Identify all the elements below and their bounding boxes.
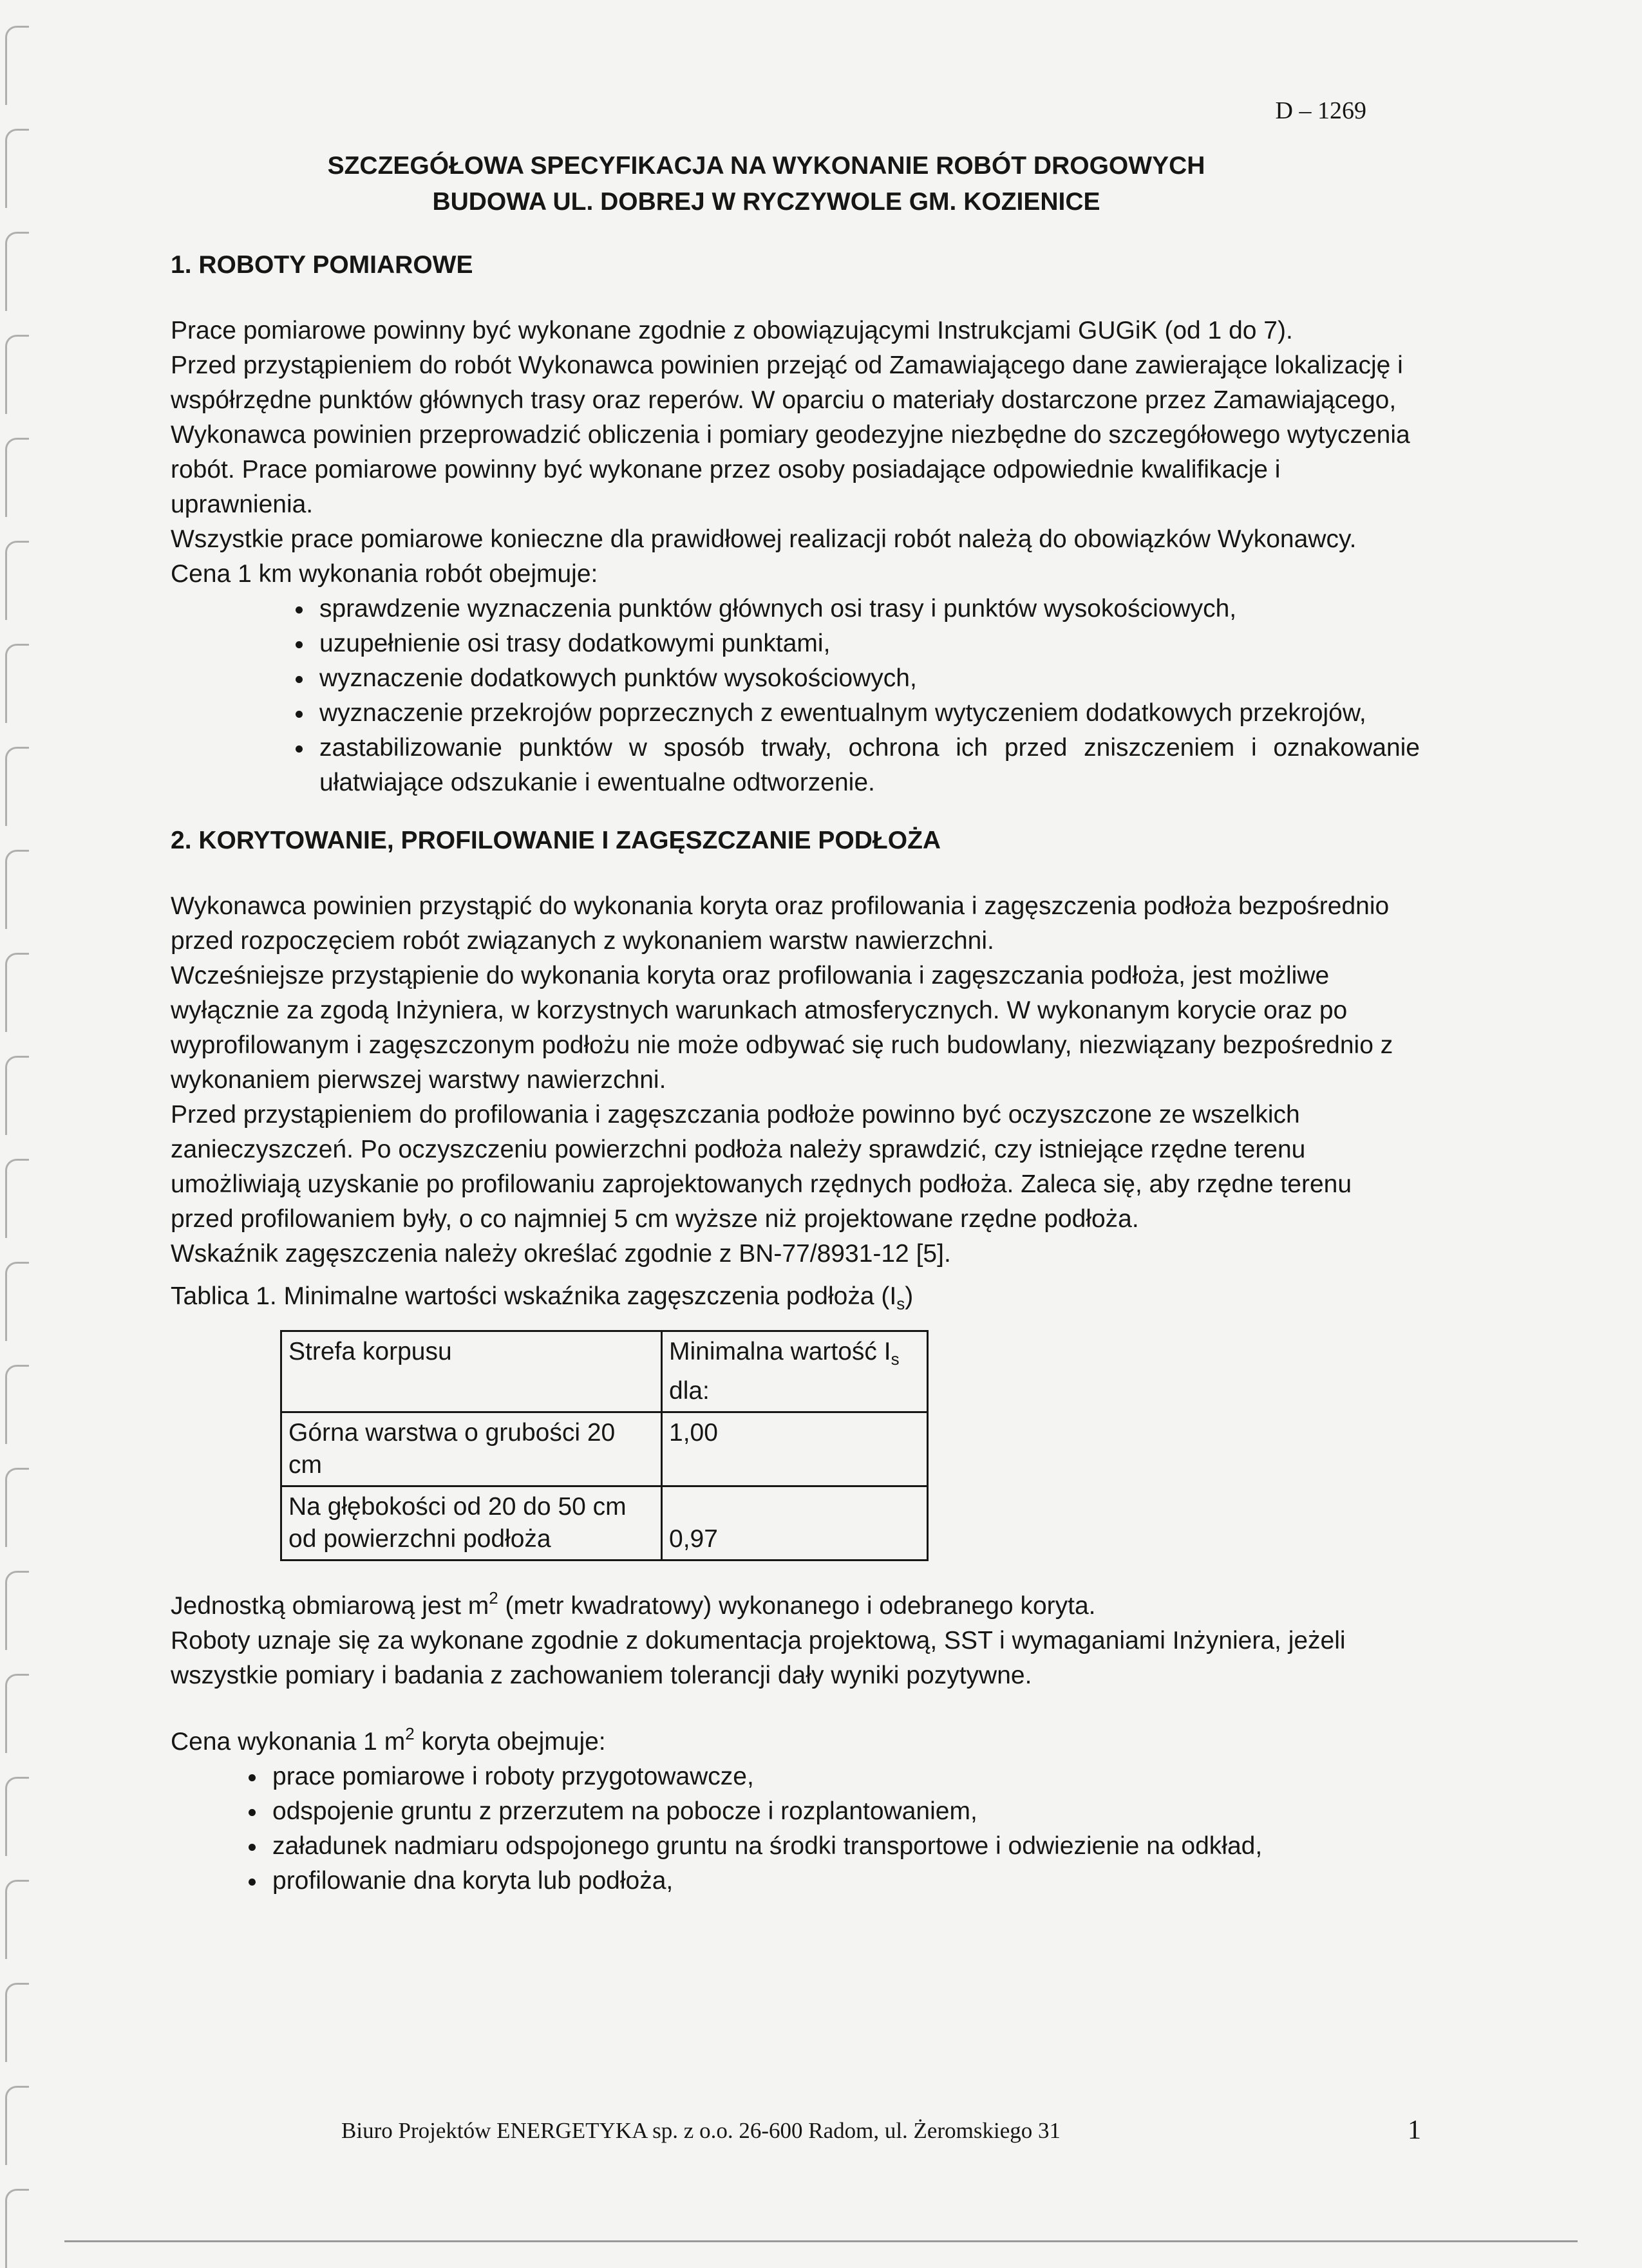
section-2-paragraph: Jednostką obmiarową jest $m^2$ (metr kwadratowy) wykonanego i odebranego koryta. (171, 1588, 1096, 1620)
section-2-paragraph: Cena wykonania 1 $m^2$ koryta obejmuje: (171, 1724, 606, 1756)
table-cell-zone: Na głębokości od 20 do 50 cm od powierzchni podłoża (281, 1486, 662, 1560)
list-item: • odspojenie gruntu z przerzutem na pobocze i rozplantowaniem, (267, 1794, 1420, 1829)
section-2-paragraph: Wskaźnik zagęszczenia należy określać zgodnie z BN-77/8931-12 [5]. (171, 1240, 951, 1268)
section-2-paragraph: Wcześniejsze przystąpienie do wykonania koryta oraz profilowania i zagęszczania podłoża, jest możliwe wyłącznie za zgodą Inżyniera, w korzystnych warunkach atmosferycznych. W wykonanym korycie oraz po wyprofilowanym i zagęszczonym podłożu nie może odbywać się ruch budowlany, niezwiązany bezpośrednio z wykonaniem pierwszej warstwy nawierzchni. (171, 962, 1393, 1094)
section-1-paragraph: Cena 1 km wykonania robót obejmuje: (171, 560, 598, 588)
section-1-paragraph: Prace pomiarowe powinny być wykonane zgodnie z obowiązującymi Instrukcjami GUGiK (od 1 do 7). (171, 317, 1293, 344)
table-cell-zone: Górna warstwa o grubości 20 cm (281, 1412, 662, 1486)
title-line-1: SZCZEGÓŁOWA SPECYFIKACJA NA WYKONANIE ROBÓT DROGOWYCH (327, 152, 1205, 180)
table-cell-value: 0,97 (662, 1486, 928, 1560)
section-2-paragraph: Przed przystąpieniem do profilowania i zagęszczania podłoże powinno być oczyszczone ze wszelkich zanieczyszczeń. Po oczyszczeniu powierzchni podłoża należy sprawdzić, czy istniejące rzędne terenu umożliwiają uzyskanie po profilowaniu zaprojektowanych rzędnych podłoża. Zaleca się, aby rzędne terenu przed profilowaniem były, o co najmniej 5 cm wyższe niż projektowane rzędne podłoża. (171, 1101, 1352, 1233)
document-code: D – 1269 (1275, 97, 1366, 124)
list-item: • prace pomiarowe i roboty przygotowawcze, (267, 1759, 1420, 1794)
compaction-table (280, 1330, 929, 1561)
list-item: • sprawdzenie wyznaczenia punktów głównych osi trasy i punktów wysokościowych, (314, 592, 1420, 626)
section-2-list (171, 1759, 1420, 1898)
page-number: 1 (1408, 2115, 1421, 2145)
section-1-heading: 1. ROBOTY POMIAROWE (171, 251, 473, 279)
section-1-list (171, 592, 1420, 800)
table-row (281, 1412, 928, 1486)
table-header-row (281, 1331, 928, 1412)
table-header-cell: Strefa korpusu (281, 1331, 662, 1412)
table-header-cell: Minimalna wartość $I_s$ dla: (662, 1331, 928, 1412)
list-item: • wyznaczenie przekrojów poprzecznych z ewentualnym wytyczeniem dodatkowych przekrojów, (314, 696, 1420, 731)
binding-hole-marks (0, 0, 58, 2260)
section-2-paragraph: Wykonawca powinien przystąpić do wykonania koryta oraz profilowania i zagęszczenia podłoża bezpośrednio przed rozpoczęciem robót związanych z wykonaniem warstw nawierzchni. (171, 892, 1390, 955)
list-item: • uzupełnienie osi trasy dodatkowymi punktami, (314, 626, 1420, 661)
title-line-2: BUDOWA UL. DOBREJ W RYCZYWOLE GM. KOZIENICE (432, 188, 1100, 216)
section-1-paragraph: Przed przystąpieniem do robót Wykonawca powinien przejąć od Zamawiającego dane zawierające lokalizację i współrzędne punktów głównych trasy oraz reperów. W oparciu o materiały dostarczone przez Zamawiającego, Wykonawca powinien przeprowadzić obliczenia i pomiary geodezyjne niezbędne do szczegółowego wytyczenia robót. Prace pomiarowe powinny być wykonane przez osoby posiadające odpowiednie kwalifikacje i uprawnienia. (171, 351, 1410, 518)
footer-text: Biuro Projektów ENERGETYKA sp. z o.o. 26-600 Radom, ul. Żeromskiego 31 (341, 2118, 1061, 2143)
page-edge-line (64, 2240, 1578, 2242)
table-cell-value: 1,00 (662, 1412, 928, 1486)
list-item: • załadunek nadmiaru odspojonego gruntu na środki transportowe i odwiezienie na odkład, (267, 1829, 1420, 1864)
list-item: • wyznaczenie dodatkowych punktów wysokościowych, (314, 661, 1420, 696)
list-item: • profilowanie dna koryta lub podłoża, (267, 1864, 1420, 1898)
section-2-paragraph: Roboty uznaje się za wykonane zgodnie z dokumentacja projektową, SST i wymaganiami Inżyniera, jeżeli wszystkie pomiary i badania z zachowaniem tolerancji dały wyniki pozytywne. (171, 1627, 1346, 1689)
table-row (281, 1486, 928, 1560)
section-2-heading: 2. KORYTOWANIE, PROFILOWANIE I ZAGĘSZCZANIE PODŁOŻA (171, 827, 941, 854)
table-caption: Tablica 1. Minimalne wartości wskaźnika zagęszczenia podłoża $(I_s)$ (171, 1282, 914, 1313)
document-title (167, 148, 1365, 220)
document-body (171, 248, 1420, 1898)
list-item: • zastabilizowanie punktów w sposób trwały, ochrona ich przed zniszczeniem i oznakowanie ułatwiające odszukanie i ewentualne odtworzenie. (314, 731, 1420, 800)
section-1-paragraph: Wszystkie prace pomiarowe konieczne dla prawidłowej realizacji robót należą do obowiązków Wykonawcy. (171, 525, 1357, 553)
